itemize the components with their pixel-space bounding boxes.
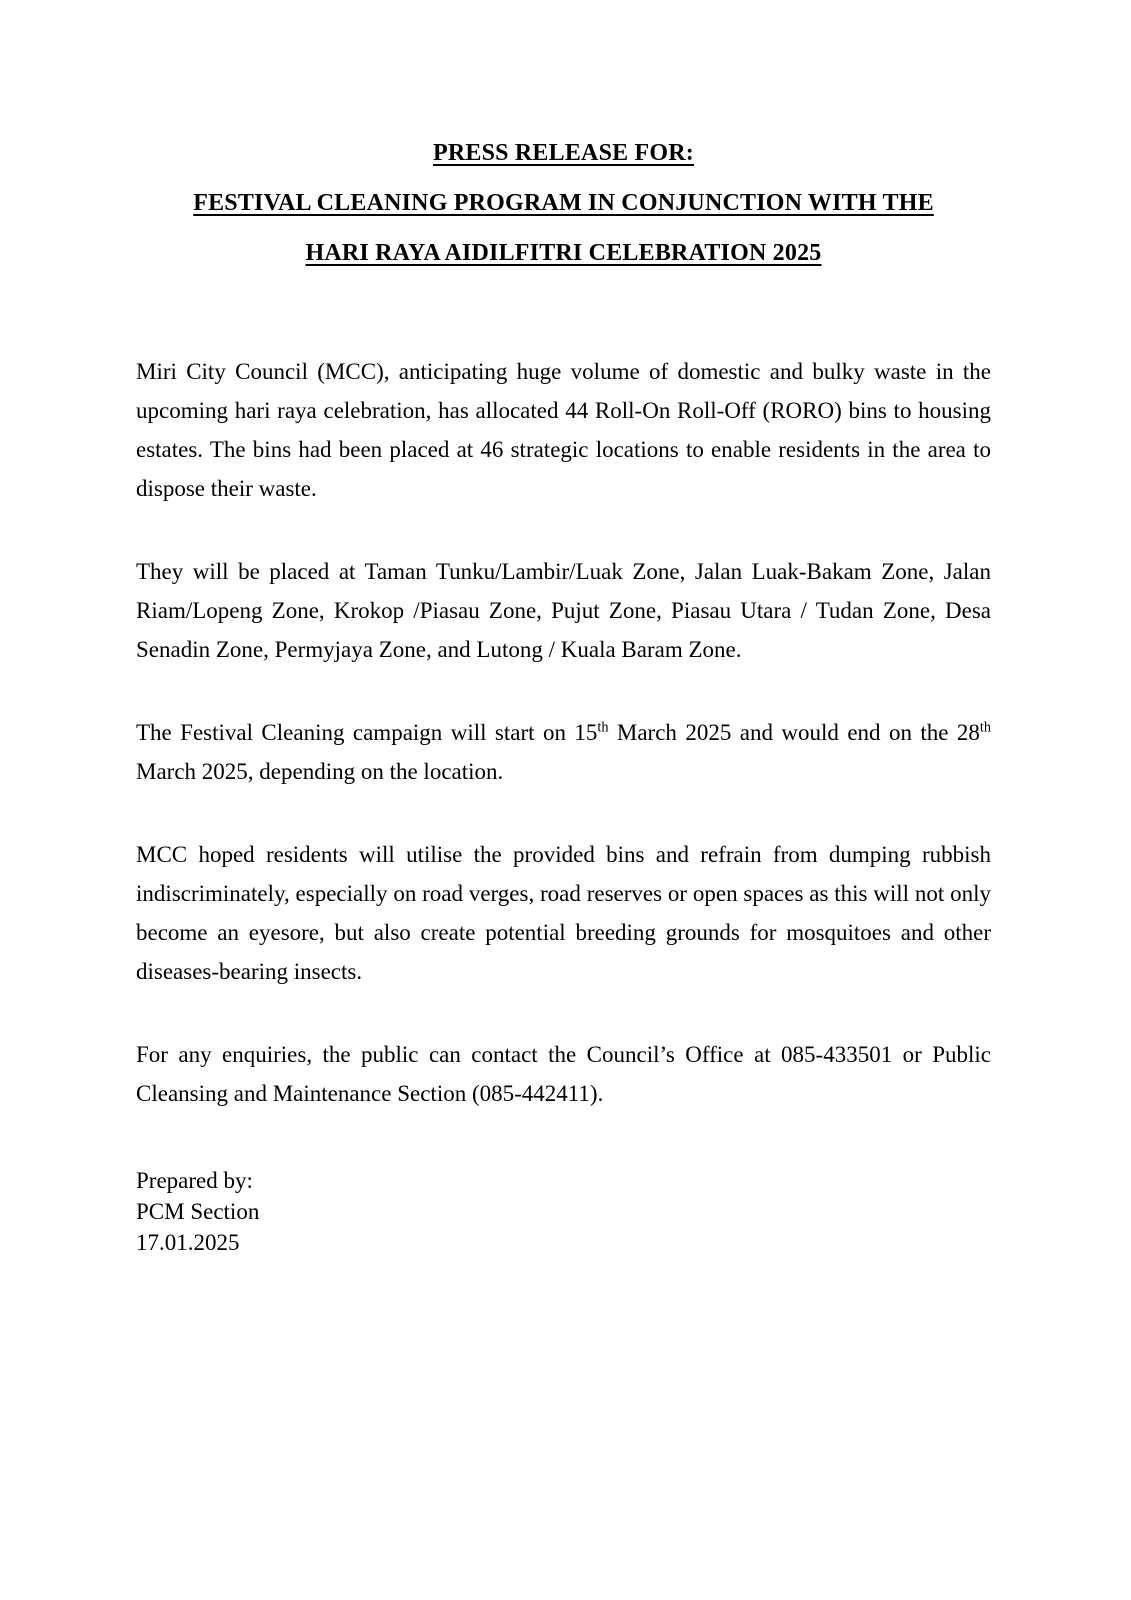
- title-line-press-release: [136, 128, 991, 178]
- prepared-by-section: PCM Section: [136, 1199, 260, 1224]
- paragraph: [136, 835, 991, 991]
- paragraph: [136, 1035, 991, 1113]
- body-paragraphs: [136, 352, 991, 1113]
- paragraph: [136, 552, 991, 669]
- document-title: [136, 128, 991, 278]
- title-text: FESTIVAL CLEANING PROGRAM IN CONJUNCTION WITH THE: [193, 190, 934, 216]
- prepared-by-label: Prepared by:: [136, 1168, 253, 1193]
- title-text: PRESS RELEASE FOR:: [433, 140, 694, 166]
- prepared-by-date: 17.01.2025: [136, 1230, 240, 1255]
- paragraph-text: They will be placed at Taman Tunku/Lambir/Luak Zone, Jalan Luak-Bakam Zone, Jalan Riam/Lopeng Zone, Krokop /Piasau Zone, Pujut Zone, Piasau Utara / Tudan Zone, Desa Senadin Zone, Permyjaya Zone, and Lutong / Kuala Baram Zone.: [136, 559, 991, 662]
- title-text: HARI RAYA AIDILFITRI CELEBRATION 2025: [305, 240, 822, 266]
- paragraph-text: Miri City Council (MCC), anticipating huge volume of domestic and bulky waste in the upcoming hari raya celebration, has allocated 44 Roll-On Roll-Off (RORO) bins to housing estates. The bins had been placed at 46 strategic locations to enable residents in the area to dispose their waste.: [136, 359, 991, 501]
- paragraph-text: The Festival Cleaning campaign will start on 15: [136, 720, 598, 745]
- signature-block: [136, 1165, 991, 1258]
- paragraph: [136, 352, 991, 508]
- paragraph-text: MCC hoped residents will utilise the provided bins and refrain from dumping rubbish indiscriminately, especially on road verges, road reserves or open spaces as this will not only become an eyesore, but also create potential breeding grounds for mosquitoes and other diseases-bearing insects.: [136, 842, 991, 984]
- paragraph-text: March 2025, depending on the location.: [136, 759, 504, 784]
- ordinal-superscript: th: [979, 719, 991, 736]
- paragraph: [136, 713, 991, 791]
- ordinal-superscript: th: [597, 719, 609, 736]
- paragraph-text: For any enquiries, the public can contact the Council’s Office at 085-433501 or Public Cleansing and Maintenance Section (085-442411).: [136, 1042, 991, 1106]
- paragraph-text: March 2025 and would end on the 28: [608, 720, 980, 745]
- title-line-celebration: [136, 228, 991, 278]
- title-line-program: [136, 178, 991, 228]
